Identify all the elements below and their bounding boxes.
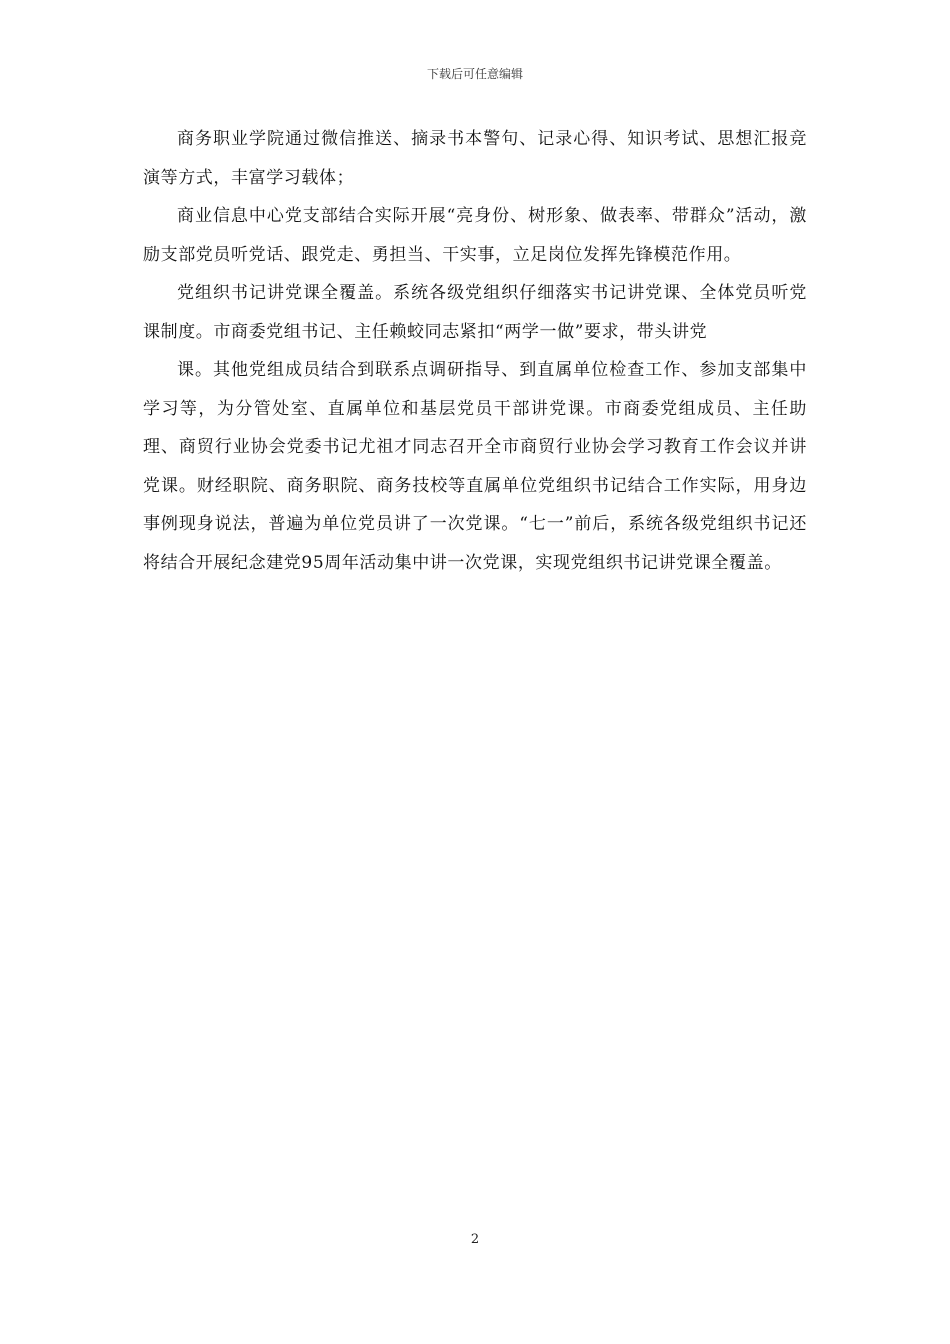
- paragraph-1: 商务职业学院通过微信推送、摘录书本警句、记录心得、知识考试、思想汇报竞演等方式，丰富学习载体；: [143, 129, 807, 188]
- page-number: 2: [470, 1232, 480, 1247]
- paragraph-3: 党组织书记讲党课全覆盖。系统各级党组织仔细落实书记讲党课、全体党员听党课制度。市商委党组书记、主任赖蛟同志紧扣“两学一做”要求，带头讲党: [143, 283, 807, 342]
- paragraph-4: 课。其他党组成员结合到联系点调研指导、到直属单位检查工作、参加支部集中学习等，为分管处室、直属单位和基层党员干部讲党课。市商委党组成员、主任助理、商贸行业协会党委书记尤祖才同志召开全市商贸行业协会学习教育工作会议并讲党课。财经职院、商务职院、商务技校等直属单位党组织书记结合工作实际，用身边事例现身说法，普遍为单位党员讲了一次党课。“七一”前后，系统各级党组织书记还将结合开展纪念建党95周年活动集中讲一次党课，实现党组织书记讲党课全覆盖。: [143, 360, 807, 573]
- page-header: 下载后可任意编辑: [426, 67, 523, 81]
- paragraph-2: 商业信息中心党支部结合实际开展“亮身份、树形象、做表率、带群众”活动，激励支部党员听党话、跟党走、勇担当、干实事，立足岗位发挥先锋模范作用。: [143, 206, 807, 265]
- document-body: [143, 120, 807, 582]
